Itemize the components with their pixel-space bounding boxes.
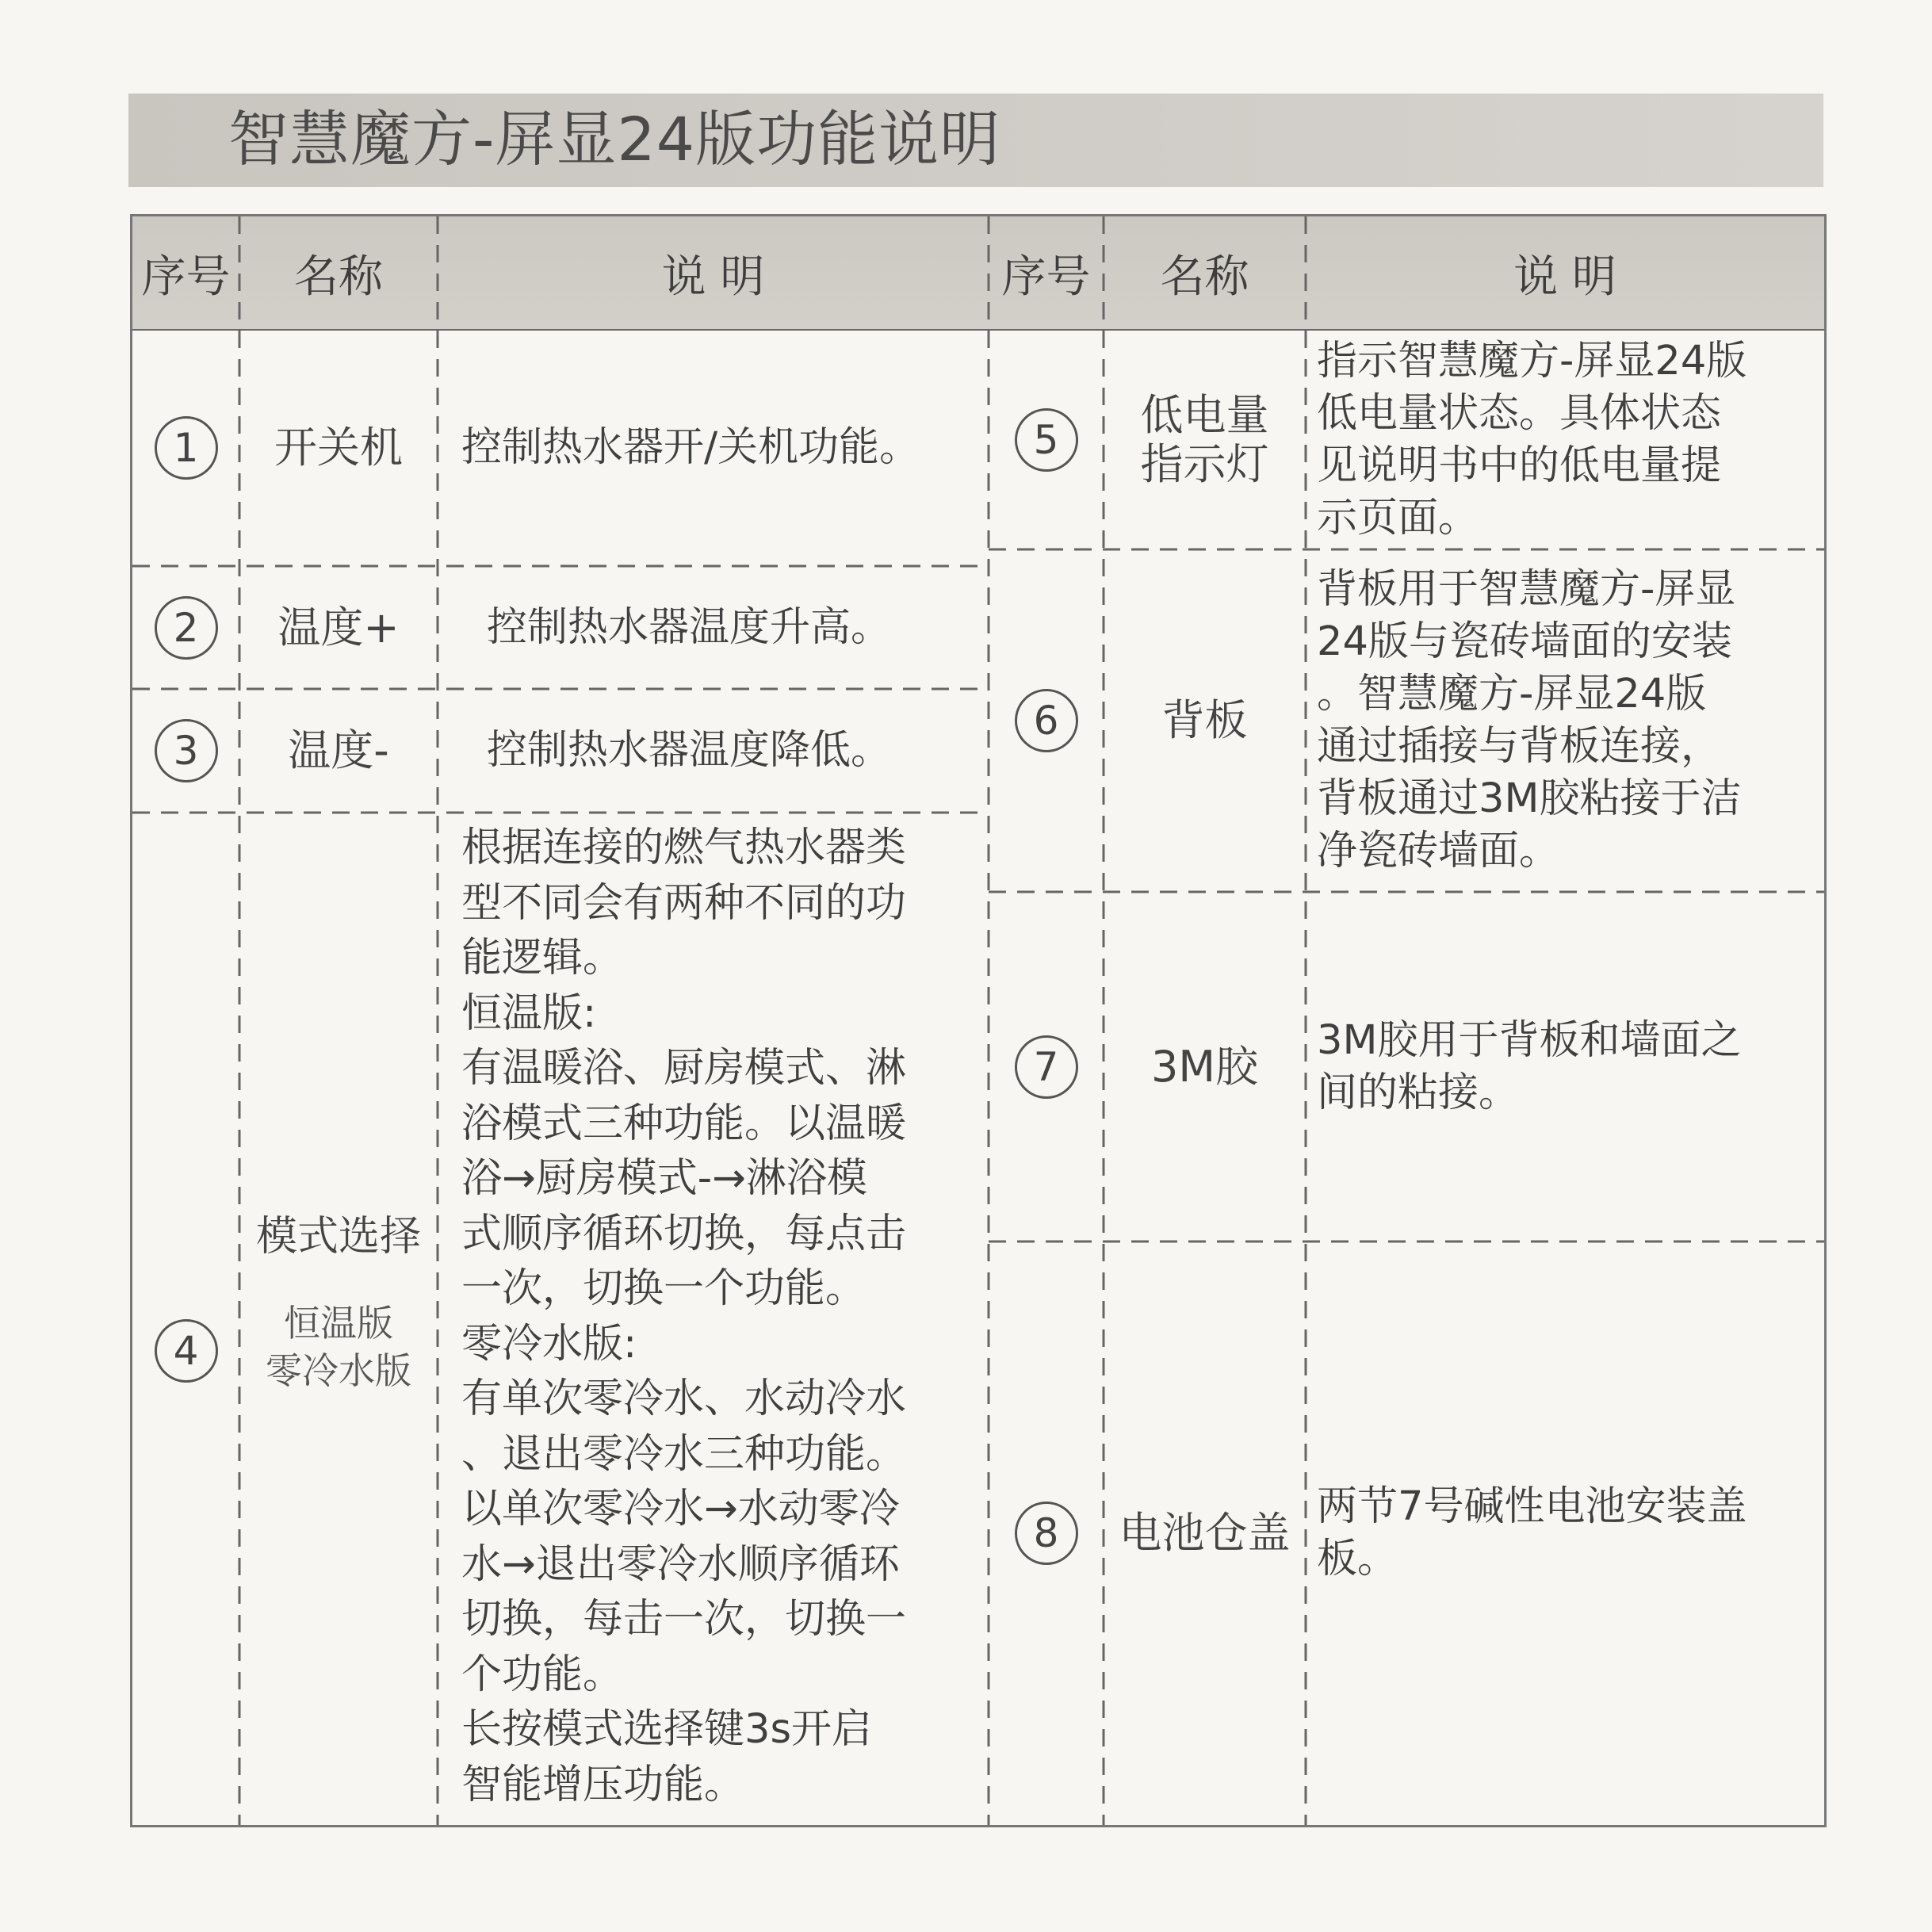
row-1-name: 开关机 [274,423,403,472]
row-2-desc [438,566,989,689]
row-8-desc [1306,1241,1824,1825]
header-desc-left: 说 明 [661,251,765,303]
row-5-desc [1306,330,1824,549]
row-6-desc [1306,549,1824,892]
row-7-desc-text: 3M胶用于背板和墙面之 间的粘接。 [1317,1016,1742,1116]
row-4-desc [438,813,989,1825]
header-name-left: 名称 [294,251,383,303]
circle-number: 8 [1015,1502,1078,1565]
row-3-seq [132,689,239,813]
title-bar [128,94,1823,187]
header-name-right: 名称 [1160,251,1249,303]
header-seq-left: 序号 [141,251,231,303]
row-8-name: 电池仓盖 [1119,1508,1291,1558]
row-6-desc-text: 背板用于智慧魔方-屏显 24版与瓷砖墙面的安装 。智慧魔方-屏显24版 通过插接与背板连接， 背板通过3M胶粘接于洁 净瓷砖墙面。 [1317,566,1742,874]
row-3-desc-text: 控制热水器温度降低。 [487,727,892,774]
circle-number: 7 [1015,1035,1078,1099]
function-table [130,214,1827,1827]
row-8-desc-text: 两节7号碱性电池安装盖 板。 [1317,1483,1747,1582]
row-6-name: 背板 [1161,695,1248,745]
row-4-subname-2: 零冷水版 [266,1349,411,1392]
circle-number: 4 [155,1319,218,1383]
circle-number: 6 [1015,689,1078,752]
row-5-name: 低电量 指示灯 [1140,389,1269,489]
header-desc-right: 说 明 [1513,251,1616,303]
row-2-name: 温度+ [277,602,400,652]
row-7-desc [1306,892,1824,1241]
row-4-subname-1: 恒温版 [284,1301,393,1345]
row-1-desc [438,330,989,566]
row-1-seq [132,330,239,566]
row-4-name-cell [239,813,438,1825]
row-5-seq [989,330,1104,549]
circle-number: 3 [155,719,218,782]
row-4-desc-text: 根据连接的燃气热水器类 型不同会有两种不同的功 能逻辑。 恒温版: 有温暖浴、厨房模式、淋 浴模式三种功能。以温暖 浴→厨房模式-→淋浴模 式顺序循环切换，每点击 一次，切换一个功能。 零冷水版: 有单次零冷水、水动冷水 、退出零冷水三种功能。 以单次零冷水→水动零冷 水→退出零冷水顺序循环 切换，每击一次，切换一 个功能。 长按模式选择键3s开启 智能增压功能。 [461,824,907,1808]
row-5-desc-text: 指示智慧魔方-屏显24版 低电量状态。具体状态 见说明书中的低电量提 示页面。 [1317,337,1747,541]
row-4-seq [132,813,239,1825]
page-title: 智慧魔方-屏显24版功能说明 [228,104,1001,174]
circle-number: 2 [155,596,218,660]
row-3-name: 温度- [288,725,389,775]
circle-number: 5 [1015,408,1078,472]
row-2-seq [132,566,239,689]
row-1-desc-text: 控制热水器开/关机功能。 [461,424,920,471]
row-2-desc-text: 控制热水器温度升高。 [487,603,892,651]
row-8-seq [989,1241,1104,1825]
header-seq-right: 序号 [1001,251,1091,303]
circle-number: 1 [155,416,218,480]
row-6-seq [989,549,1104,892]
row-4-name: 模式选择 [255,1212,421,1261]
row-7-seq [989,892,1104,1241]
row-3-desc [438,689,989,813]
row-7-name: 3M胶 [1151,1041,1258,1092]
